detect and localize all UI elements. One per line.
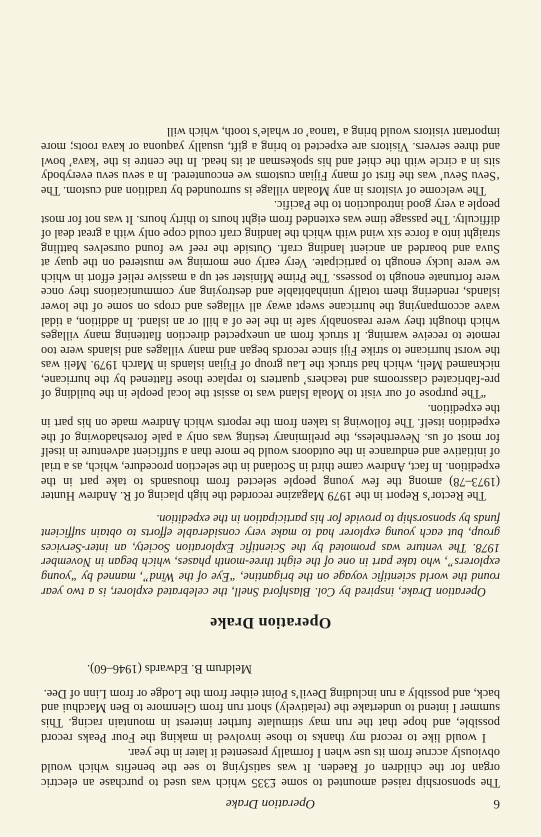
previous-article-ending	[41, 686, 500, 790]
article-body	[41, 125, 500, 503]
running-title: Operation Drake	[225, 797, 316, 812]
paragraph: “The purpose of our visit to Moala Island was to assist the local people in the building of pre-fabricated classrooms and teachers’ quarters to replace those flattened by the hurricane, nicknamed Meli, which had struck the Lau group of Fijian islands in March 1979. Meli was the worst hurricane to strike Fiji since records began and many villages and islands were too remote to receive warning. It struck from an unexpected direction flattening many villages which thought they were reasonably safe in the lee of a hill or an island. In addition, a tidal wave accompanying the hurricane swept away all villages and crops on some of the lower islands, rendering them totally uninhabitable and destroying any communications they once were fortunate enough to possess. The Prime Minister set up a massive relief effort in which we were lucky enough to participate. Very early one morning we mustered on the quay at Suva and boarded an ancient landing craft. Outside the reef we found ourselves battling straight into a force six wind with which the landing craft could cope only with a great deal of difficulty. The passage time was extended from eight hours to thirty hours. It was not for most people a very good introduction to the Pacific.	[41, 198, 500, 402]
article-intro: Operation Drake, inspired by Col. Blashford Snell, the celebrated explorer, is a two year round the world scientific voyage on the brigantine, “Eye of the Wind”, manned by “young explorers”, who take part in one of the eight three-month phases, which began in November 1978. The venture was promoted by the Scientific Exploration Society, an inter-Services group, but each young explorer had to make very considerable efforts to obtain sufficient funds by sponsorship to provide for his participation in the expedition.	[41, 511, 500, 599]
article-title: Operation Drake	[209, 613, 332, 631]
author-signature: Meldrum B. Edwards (1946–60).	[87, 661, 252, 676]
paragraph: The sponsorship raised amounted to some £335 which was used to purchase an electric organ for the children of Raeden. It was satisfying to see the benefits which would obviously accrue from its use when I formally presented it later in the year.	[41, 746, 500, 790]
running-head	[41, 790, 500, 812]
page-number: 6	[493, 797, 500, 812]
paragraph: The Rector’s Report in the 1979 Magazine recorded the high placing of R. Andrew Hunter (1973–78) among the few young people selected from thousands to take part in the expedition. In fact, Andrew came third in Scotland in the selection procedure, which, as a trial of initiative and endurance in the outdoors would be more than a sufficient adventure in itself for most of us. Nevertheless, the preliminary testing was only a pale foreshadowing of the expedition itself. The following is taken from the reports which Andrew made on his part in the expedition.	[41, 401, 500, 504]
paragraph: The welcome of visitors in any Moalan village is surrounded by tradition and custom. The ‘Sevu Sevu’ was the first of many Fijian customs we encountered. In a sevu sevu everybody sits in a circle with the chief and his spokesman at its head. In the centre is the ‘kava’ bowl and three servers. Visitors are expected to bring a gift, usually yaquona or kava roots; more important visitors would bring a ‘tanoa’ or whale’s tooth, which will	[41, 125, 500, 198]
paragraph: I would like to record my thanks to those involved in making the Four Peaks record possible, and hope that the run may stimulate further interest in mountain racing. This summer I intend to undertake the (relatively) short run from Glenmore to Ben Macdhui and back, and possibly a run including Devil’s Point either from the Lodge or from Linn of Dee.	[41, 686, 500, 746]
